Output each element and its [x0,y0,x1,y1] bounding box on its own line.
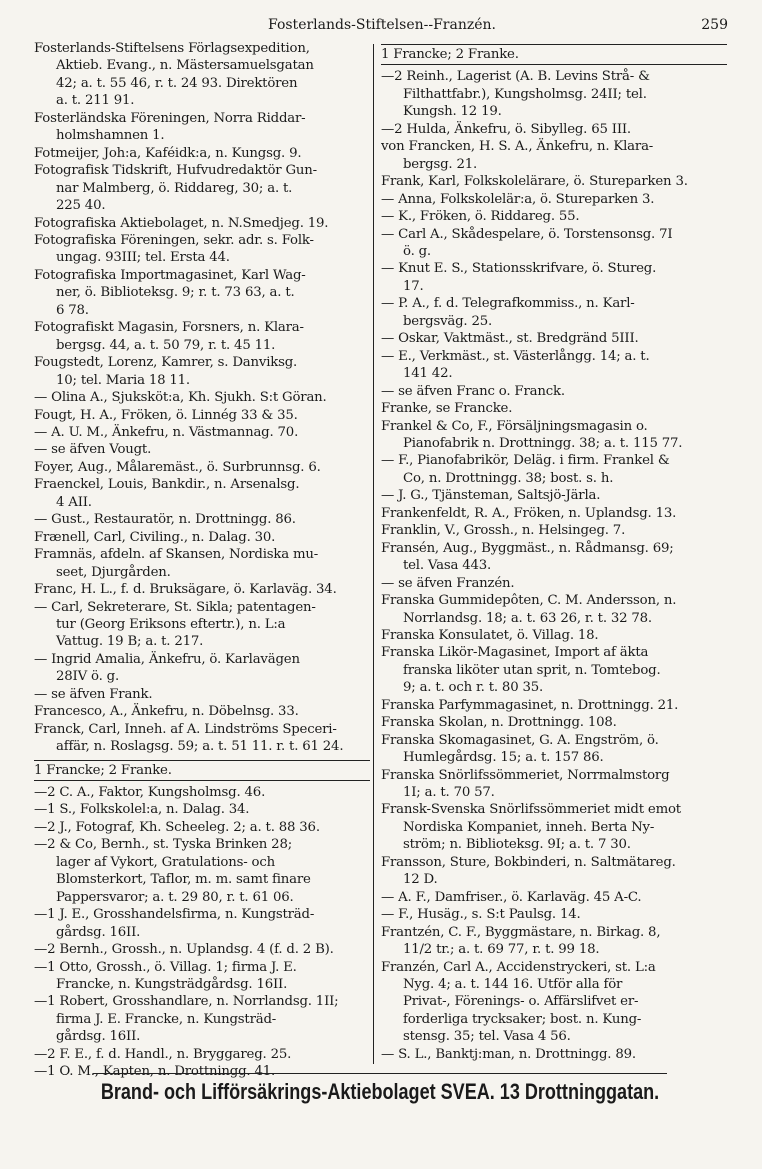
directory-entry-line: — se äfven Vougt. [34,442,152,458]
directory-entry-line: Franska Parfymmagasinet, n. Drottningg. 21. [381,697,679,713]
directory-entry-line: — E., Verkmäst., st. Västerlångg. 14; a. t. [381,348,650,364]
directory-entry-line: Fotografisk Tidskrift, Hufvudredaktör Gun- [34,163,317,179]
directory-entry-line: —1 O. M., Kapten, n. Drottningg. 41. [34,1064,275,1080]
directory-entry-line: Fotmeijer, Joh:a, Kaféidk:a, n. Kungsg. 9. [34,145,302,161]
directory-entry-line: — Oskar, Vaktmäst., st. Bredgränd 5III. [381,331,639,347]
directory-entry-line: Fransk-Svenska Snörlifssömmeriet midt emot [381,802,681,818]
directory-entry-line: Aktieb. Evang., n. Mästersamuelsgatan [56,58,314,74]
directory-entry-line: Franska Skomagasinet, G. A. Engström, ö. [381,732,659,748]
directory-entry-line: — se äfven Frank. [34,686,153,702]
footer-advert: Brand- och Lifförsäkrings-Aktiebolaget SVEA. 13 Drottninggatan. [93,1073,667,1110]
directory-entry-line: Fotografiska Aktiebolaget, n. N.Smedjeg. 19. [34,215,329,231]
directory-entry-line: — K., Fröken, ö. Riddareg. 55. [381,209,580,225]
directory-entry-line: Franke, se Francke. [381,401,513,417]
directory-entry-line: — Carl, Sekreterare, St. Sikla; patentagen- [34,599,316,615]
directory-entry-line: 141 42. [403,366,453,382]
directory-entry-line: Humlegårdsg. 15; a. t. 157 86. [403,750,604,766]
directory-entry-line: 4 AII. [56,494,92,510]
directory-entry-line: a. t. 211 91. [56,93,135,109]
directory-entry-line: — se äfven Franc o. Franck. [381,383,565,399]
running-title: Fosterlands-Stiftelsen--Franzén. [268,17,496,33]
directory-entry-line: franska liköter utan sprit, n. Tomtebog. [403,662,661,678]
directory-entry-line: Norrlandsg. 18; a. t. 63 26, r. t. 32 78. [403,610,652,626]
directory-entry-line: Fransson, Sture, Bokbinderi, n. Saltmätareg. [381,854,676,870]
directory-entry-line: Franck, Carl, Inneh. af A. Lindströms Speceri- [34,721,337,737]
directory-entry-line: 10; tel. Maria 18 11. [56,372,190,388]
directory-entry-line: —2 C. A., Faktor, Kungsholmsg. 46. [34,785,266,801]
directory-entry-line: Fotografiska Föreningen, sekr. adr. s. Folk- [34,232,314,248]
directory-entry-line: 6 78. [56,302,89,318]
directory-entry-line: von Francken, H. S. A., Änkefru, n. Klara- [381,139,654,155]
directory-entry-line: ungag. 93III; tel. Ersta 44. [56,250,230,266]
directory-entry-line: Fotografiska Importmagasinet, Karl Wag- [34,267,306,283]
left-column [34,40,370,1081]
directory-entry-line: — F., Pianofabrikör, Deläg. i firm. Frankel & [381,453,670,469]
directory-entry-line: forderliga trycksaker; bost. n. Kung- [403,1011,642,1027]
directory-entry-line: Pappersvaror; a. t. 29 80, r. t. 61 06. [56,889,294,905]
directory-entry-line: — Anna, Folkskolelär:a, ö. Stureparken 3. [381,191,655,207]
directory-entry-line: — A. F., Damfriser., ö. Karlaväg. 45 A-C. [381,889,642,905]
directory-entry-line: Fougstedt, Lorenz, Kamrer, s. Danviksg. [34,355,298,371]
directory-entry-line: ö. g. [403,243,431,259]
directory-entry-line: gårdsg. 16II. [56,924,141,940]
directory-entry-line: Frænell, Carl, Civiling., n. Dalag. 30. [34,529,276,545]
directory-entry-line: Nordiska Kompaniet, inneh. Berta Ny- [403,819,655,835]
directory-entry-line: bergsg. 44, a. t. 50 79, r. t. 45 11. [56,337,276,353]
page-number: 259 [701,17,728,33]
directory-entry-line: Franc, H. L., f. d. Bruksägare, ö. Karlaväg. 34. [34,582,337,598]
directory-entry-line: — Knut E. S., Stationsskrifvare, ö. Stureg. [381,261,657,277]
directory-entry-line: 12 D. [403,872,438,888]
directory-entry-line: stensg. 35; tel. Vasa 4 56. [403,1029,571,1045]
directory-entry-line: —1 Otto, Grossh., ö. Villag. 1; firma J. E. [34,959,297,975]
directory-entry-line: 225 40. [56,198,106,214]
directory-entry-line: — Carl A., Skådespelare, ö. Torstensonsg. 7I [381,226,673,242]
directory-entry-line: holmshamnen 1. [56,128,165,144]
directory-entry-line: —2 Bernh., Grossh., n. Uplandsg. 4 (f. d. 2 B). [34,942,334,958]
directory-entry-line: Fransén, Aug., Byggmäst., n. Rådmansg. 69; [381,540,674,556]
directory-entry-line: 9; a. t. och r. t. 80 35. [403,680,544,696]
directory-entry-line: Vattug. 19 B; a. t. 217. [56,634,204,650]
directory-entry-line: —1 Robert, Grosshandlare, n. Norrlandsg. 1II; [34,994,339,1010]
directory-entry-line: —1 S., Folkskolel:a, n. Dalag. 34. [34,802,250,818]
directory-entry-line: 42; a. t. 55 46, r. t. 24 93. Direktören [56,75,298,91]
directory-entry-line: —2 F. E., f. d. Handl., n. Bryggareg. 25. [34,1046,292,1062]
directory-entry-line: nar Malmberg, ö. Riddareg, 30; a. t. [56,180,293,196]
directory-entry-line: Foyer, Aug., Målaremäst., ö. Surbrunnsg. 6. [34,459,321,475]
directory-entry-line: Kungsh. 12 19. [403,104,502,120]
directory-entry-line: firma J. E. Francke, n. Kungsträd- [56,1011,277,1027]
directory-entry-line: —2 J., Fotograf, Kh. Scheeleg. 2; a. t. 88 36. [34,819,320,835]
section-separator: 1 Francke; 2 Franke. [34,760,370,781]
directory-entry-line: Fotografiskt Magasin, Forsners, n. Klara- [34,320,304,336]
directory-entry-line: Frankenfeldt, R. A., Fröken, n. Uplandsg. 13. [381,505,677,521]
right-column [381,40,727,1063]
directory-entry-line: Blomsterkort, Taflor, m. m. samt finare [56,872,311,888]
directory-entry-line: — Ingrid Amalia, Änkefru, ö. Karlavägen [34,651,300,667]
directory-entry-line: Franska Konsulatet, ö. Villag. 18. [381,627,599,643]
directory-entry-line: seet, Djurgården. [56,564,171,580]
column-divider [373,44,374,1064]
directory-entry-line: — se äfven Franzén. [381,575,515,591]
directory-entry-line: Fosterländska Föreningen, Norra Riddar- [34,110,306,126]
directory-entry-line: lager af Vykort, Gratulations- och [56,854,275,870]
directory-entry-line: — Olina A., Sjuksköt:a, Kh. Sjukh. S:t Göran. [34,390,327,406]
directory-entry-line: ström; n. Biblioteksg. 9I; a. t. 7 30. [403,837,631,853]
directory-entry-line: bergsväg. 25. [403,313,493,329]
directory-entry-line: Framnäs, afdeln. af Skansen, Nordiska mu- [34,547,319,563]
section-separator: 1 Francke; 2 Franke. [381,44,727,65]
directory-entry-line: Franklin, V., Grossh., n. Helsingeg. 7. [381,523,626,539]
directory-entry-line: —1 J. E., Grosshandelsfirma, n. Kungsträd- [34,907,315,923]
directory-entry-line: — F., Husäg., s. S:t Paulsg. 14. [381,907,581,923]
directory-entry-line: 17. [403,278,424,294]
directory-entry-line: — Gust., Restauratör, n. Drottningg. 86. [34,512,296,528]
directory-entry-line: — P. A., f. d. Telegrafkommiss., n. Karl- [381,296,635,312]
directory-entry-line: Privat-, Förenings- o. Affärslifvet er- [403,994,639,1010]
directory-entry-line: Frantzén, C. F., Byggmästare, n. Birkag. 8, [381,924,661,940]
directory-entry-line: Fougt, H. A., Fröken, ö. Linnég 33 & 35. [34,407,298,423]
directory-entry-line: 28IV ö. g. [56,669,119,685]
directory-entry-line: Franzén, Carl A., Accidenstryckeri, st. L:a [381,959,656,975]
directory-entry-line: Pianofabrik n. Drottningg. 38; a. t. 115 77. [403,435,683,451]
directory-entry-line: Frank, Karl, Folkskolelärare, ö. Stureparken 3. [381,174,688,190]
directory-entry-line: tur (Georg Eriksons eftertr.), n. L:a [56,616,286,632]
page-header [36,14,728,36]
directory-entry-line: Fraenckel, Louis, Bankdir., n. Arsenalsg. [34,477,300,493]
directory-entry-line: Franska Likör-Magasinet, Import af äkta [381,645,649,661]
directory-entry-line: Franska Skolan, n. Drottningg. 108. [381,715,617,731]
directory-entry-line: — J. G., Tjänsteman, Saltsjö-Järla. [381,488,601,504]
directory-entry-line: Francke, n. Kungsträdgårdsg. 16II. [56,977,288,993]
directory-entry-line: affär, n. Roslagsg. 59; a. t. 51 11. r. t. 61 24. [56,739,344,755]
directory-entry-line: Franska Gummidepôten, C. M. Andersson, n. [381,593,677,609]
directory-entry-line: Francesco, A., Änkefru, n. Döbelnsg. 33. [34,704,299,720]
directory-entry-line: tel. Vasa 443. [403,558,492,574]
directory-entry-line: —2 & Co, Bernh., st. Tyska Brinken 28; [34,837,292,853]
directory-entry-line: Nyg. 4; a. t. 144 16. Utför alla för [403,977,623,993]
directory-entry-line: — A. U. M., Änkefru, n. Västmannag. 70. [34,424,299,440]
directory-entry-line: — S. L., Banktj:man, n. Drottningg. 89. [381,1046,636,1062]
directory-entry-line: —2 Hulda, Änkefru, ö. Sibylleg. 65 III. [381,121,631,137]
directory-entry-line: —2 Reinh., Lagerist (A. B. Levins Strå- & [381,69,650,85]
directory-entry-line: Fosterlands-Stiftelsens Förlagsexpedition, [34,41,310,56]
directory-entry-line: Filthattfabr.), Kungsholmsg. 24II; tel. [403,86,647,102]
directory-entry-line: 1I; a. t. 70 57. [403,785,495,801]
directory-entry-line: gårdsg. 16II. [56,1029,141,1045]
directory-entry-line: ner, ö. Biblioteksg. 9; r. t. 73 63, a. t. [56,285,295,301]
directory-entry-line: bergsg. 21. [403,156,477,172]
directory-entry-line: Co, n. Drottningg. 38; bost. s. h. [403,470,614,486]
directory-entry-line: 11/2 tr.; a. t. 69 77, r. t. 99 18. [403,942,600,958]
directory-entry-line: Frankel & Co, F., Försäljningsmagasin o. [381,418,648,434]
directory-entry-line: Franska Snörlifssömmeriet, Norrmalmstorg [381,767,670,783]
